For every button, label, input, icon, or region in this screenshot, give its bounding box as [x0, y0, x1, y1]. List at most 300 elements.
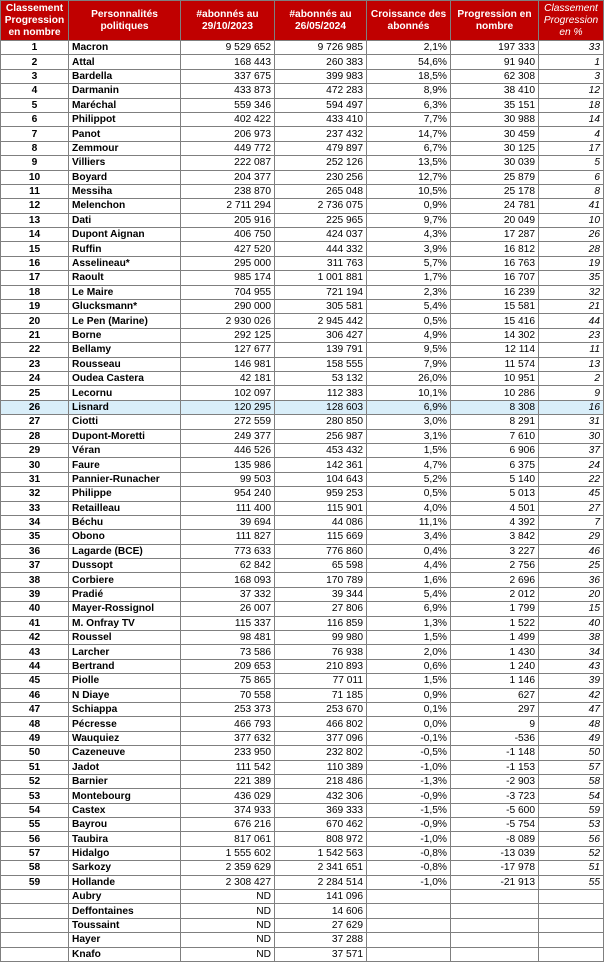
- progression-cell: 10 286: [451, 386, 539, 400]
- subs-2023-cell: ND: [181, 947, 275, 961]
- table-row: [1, 631, 604, 645]
- growth-cell: 0,5%: [367, 314, 451, 328]
- rank-pct-cell: 44: [539, 314, 604, 328]
- subs-2023-cell: 2 359 629: [181, 861, 275, 875]
- growth-cell: 6,9%: [367, 602, 451, 616]
- rank-pct-cell: 1: [539, 55, 604, 69]
- subs-2023-cell: 337 675: [181, 69, 275, 83]
- progression-cell: 17 287: [451, 228, 539, 242]
- header-rank: Classement Progression en nombre: [1, 1, 69, 41]
- progression-cell: [451, 904, 539, 918]
- subs-2023-cell: 249 377: [181, 429, 275, 443]
- subs-2023-cell: 272 559: [181, 415, 275, 429]
- growth-cell: 0,4%: [367, 544, 451, 558]
- name-cell: Hayer: [69, 933, 181, 947]
- subs-2024-cell: 53 132: [275, 371, 367, 385]
- table-row: [1, 69, 604, 83]
- table-row: [1, 846, 604, 860]
- subs-2023-cell: 146 981: [181, 357, 275, 371]
- rank-pct-cell: 5: [539, 156, 604, 170]
- name-cell: N Diaye: [69, 688, 181, 702]
- name-cell: Castex: [69, 803, 181, 817]
- subs-2024-cell: 76 938: [275, 645, 367, 659]
- subs-2024-cell: 265 048: [275, 184, 367, 198]
- header-rank-pct: Classement Progression en %: [539, 1, 604, 41]
- progression-cell: 38 410: [451, 84, 539, 98]
- subs-2024-cell: 115 669: [275, 530, 367, 544]
- growth-cell: 3,1%: [367, 429, 451, 443]
- subs-2023-cell: 292 125: [181, 328, 275, 342]
- growth-cell: [367, 918, 451, 932]
- name-cell: Corbiere: [69, 573, 181, 587]
- progression-cell: -17 978: [451, 861, 539, 875]
- subs-2023-cell: 954 240: [181, 487, 275, 501]
- header-row: [1, 1, 604, 41]
- subs-2023-cell: 773 633: [181, 544, 275, 558]
- table-row: [1, 127, 604, 141]
- progression-cell: -1 153: [451, 760, 539, 774]
- rank-cell: 32: [1, 487, 69, 501]
- rank-cell: 42: [1, 631, 69, 645]
- rank-pct-cell: 23: [539, 328, 604, 342]
- table-row: [1, 760, 604, 774]
- progression-cell: 1 240: [451, 659, 539, 673]
- table-row: [1, 688, 604, 702]
- subs-2023-cell: 374 933: [181, 803, 275, 817]
- growth-cell: -1,0%: [367, 832, 451, 846]
- subs-2023-cell: 168 093: [181, 573, 275, 587]
- subs-2024-cell: 27 806: [275, 602, 367, 616]
- table-row: [1, 472, 604, 486]
- rank-pct-cell: 25: [539, 559, 604, 573]
- name-cell: Jadot: [69, 760, 181, 774]
- table-row: [1, 645, 604, 659]
- table-row-nd: [1, 904, 604, 918]
- name-cell: Hollande: [69, 875, 181, 889]
- rank-cell: 2: [1, 55, 69, 69]
- rank-pct-cell: 41: [539, 199, 604, 213]
- rank-cell: 39: [1, 587, 69, 601]
- subs-2024-cell: 99 980: [275, 631, 367, 645]
- rank-pct-cell: 18: [539, 98, 604, 112]
- subs-2024-cell: 306 427: [275, 328, 367, 342]
- name-cell: Boyard: [69, 170, 181, 184]
- rank-pct-cell: 22: [539, 472, 604, 486]
- name-cell: Faure: [69, 458, 181, 472]
- rank-cell: 50: [1, 746, 69, 760]
- progression-cell: 25 879: [451, 170, 539, 184]
- progression-cell: [451, 918, 539, 932]
- progression-cell: 20 049: [451, 213, 539, 227]
- rank-pct-cell: 24: [539, 458, 604, 472]
- subs-2023-cell: 253 373: [181, 702, 275, 716]
- rank-cell: 15: [1, 242, 69, 256]
- subs-2023-cell: 102 097: [181, 386, 275, 400]
- progression-cell: 15 581: [451, 300, 539, 314]
- rank-cell: [1, 904, 69, 918]
- growth-cell: -0,5%: [367, 746, 451, 760]
- table-row: [1, 228, 604, 242]
- growth-cell: 0,6%: [367, 659, 451, 673]
- name-cell: Montebourg: [69, 789, 181, 803]
- subs-2024-cell: 1 001 881: [275, 271, 367, 285]
- subs-2023-cell: 233 950: [181, 746, 275, 760]
- subs-2023-cell: 559 346: [181, 98, 275, 112]
- rank-cell: 21: [1, 328, 69, 342]
- name-cell: Piolle: [69, 674, 181, 688]
- growth-cell: 5,2%: [367, 472, 451, 486]
- subs-2024-cell: 256 987: [275, 429, 367, 443]
- subs-2023-cell: 206 973: [181, 127, 275, 141]
- growth-cell: 0,1%: [367, 702, 451, 716]
- subs-2024-cell: 2 341 651: [275, 861, 367, 875]
- name-cell: M. Onfray TV: [69, 616, 181, 630]
- rank-cell: 27: [1, 415, 69, 429]
- name-cell: Raoult: [69, 271, 181, 285]
- subs-2023-cell: 42 181: [181, 371, 275, 385]
- rank-cell: 9: [1, 156, 69, 170]
- rank-cell: 35: [1, 530, 69, 544]
- subs-2023-cell: ND: [181, 904, 275, 918]
- table-row: [1, 141, 604, 155]
- growth-cell: 1,3%: [367, 616, 451, 630]
- subs-2023-cell: ND: [181, 918, 275, 932]
- subs-2024-cell: 210 893: [275, 659, 367, 673]
- table-row: [1, 702, 604, 716]
- rank-pct-cell: [539, 918, 604, 932]
- subs-2024-cell: 141 096: [275, 890, 367, 904]
- subs-2023-cell: ND: [181, 933, 275, 947]
- name-cell: Maréchal: [69, 98, 181, 112]
- name-cell: Pannier-Runacher: [69, 472, 181, 486]
- subs-2024-cell: 139 791: [275, 343, 367, 357]
- growth-cell: 1,5%: [367, 674, 451, 688]
- subs-2023-cell: 120 295: [181, 400, 275, 414]
- progression-cell: 62 308: [451, 69, 539, 83]
- rank-cell: 59: [1, 875, 69, 889]
- progression-cell: -3 723: [451, 789, 539, 803]
- subs-2024-cell: 142 361: [275, 458, 367, 472]
- table-row: [1, 458, 604, 472]
- progression-cell: 6 906: [451, 443, 539, 457]
- subs-2024-cell: 115 901: [275, 501, 367, 515]
- table-row: [1, 112, 604, 126]
- subs-2024-cell: 232 802: [275, 746, 367, 760]
- subs-2024-cell: 253 670: [275, 702, 367, 716]
- growth-cell: 5,7%: [367, 256, 451, 270]
- subs-2024-cell: 218 486: [275, 774, 367, 788]
- subs-2023-cell: 98 481: [181, 631, 275, 645]
- header-name: Personnalités politiques: [69, 1, 181, 41]
- progression-cell: -5 754: [451, 818, 539, 832]
- progression-cell: 7 610: [451, 429, 539, 443]
- progression-cell: 30 039: [451, 156, 539, 170]
- name-cell: Pradié: [69, 587, 181, 601]
- rank-pct-cell: 30: [539, 429, 604, 443]
- rank-cell: 3: [1, 69, 69, 83]
- subs-2023-cell: 406 750: [181, 228, 275, 242]
- table-body: [1, 41, 604, 962]
- rank-pct-cell: 38: [539, 631, 604, 645]
- subs-2024-cell: 37 571: [275, 947, 367, 961]
- rank-pct-cell: 27: [539, 501, 604, 515]
- name-cell: Béchu: [69, 515, 181, 529]
- subs-2023-cell: 135 986: [181, 458, 275, 472]
- progression-cell: 1 430: [451, 645, 539, 659]
- table-row: [1, 875, 604, 889]
- rank-cell: 44: [1, 659, 69, 673]
- growth-cell: 1,7%: [367, 271, 451, 285]
- name-cell: Borne: [69, 328, 181, 342]
- rank-cell: 14: [1, 228, 69, 242]
- rank-cell: [1, 933, 69, 947]
- rank-cell: 17: [1, 271, 69, 285]
- rank-cell: 38: [1, 573, 69, 587]
- rank-pct-cell: 40: [539, 616, 604, 630]
- subs-2024-cell: 128 603: [275, 400, 367, 414]
- table-row: [1, 559, 604, 573]
- progression-cell: 627: [451, 688, 539, 702]
- rank-pct-cell: 52: [539, 846, 604, 860]
- rank-pct-cell: 48: [539, 717, 604, 731]
- subs-2024-cell: 237 432: [275, 127, 367, 141]
- subs-2023-cell: 222 087: [181, 156, 275, 170]
- progression-cell: -21 913: [451, 875, 539, 889]
- growth-cell: 8,9%: [367, 84, 451, 98]
- progression-cell: [451, 947, 539, 961]
- rank-pct-cell: 13: [539, 357, 604, 371]
- table-row: [1, 573, 604, 587]
- progression-cell: 3 842: [451, 530, 539, 544]
- growth-cell: 3,9%: [367, 242, 451, 256]
- growth-cell: 2,1%: [367, 41, 451, 55]
- rank-pct-cell: 19: [539, 256, 604, 270]
- table-row: [1, 285, 604, 299]
- subs-2024-cell: 444 332: [275, 242, 367, 256]
- rank-cell: 31: [1, 472, 69, 486]
- subs-2023-cell: 26 007: [181, 602, 275, 616]
- name-cell: Zemmour: [69, 141, 181, 155]
- subs-2024-cell: 377 096: [275, 731, 367, 745]
- progression-cell: 297: [451, 702, 539, 716]
- subs-2023-cell: 75 865: [181, 674, 275, 688]
- table-row-nd: [1, 918, 604, 932]
- progression-cell: 5 013: [451, 487, 539, 501]
- subs-2024-cell: 65 598: [275, 559, 367, 573]
- table-row: [1, 746, 604, 760]
- growth-cell: 3,0%: [367, 415, 451, 429]
- rank-pct-cell: 55: [539, 875, 604, 889]
- progression-cell: 8 308: [451, 400, 539, 414]
- progression-cell: 25 178: [451, 184, 539, 198]
- name-cell: Bertrand: [69, 659, 181, 673]
- subs-2024-cell: 2 945 442: [275, 314, 367, 328]
- progression-cell: 12 114: [451, 343, 539, 357]
- table-row: [1, 328, 604, 342]
- subs-2023-cell: 73 586: [181, 645, 275, 659]
- rank-cell: 56: [1, 832, 69, 846]
- subs-2024-cell: 305 581: [275, 300, 367, 314]
- subs-2024-cell: 472 283: [275, 84, 367, 98]
- growth-cell: 3,4%: [367, 530, 451, 544]
- subs-2024-cell: 260 383: [275, 55, 367, 69]
- rank-pct-cell: 42: [539, 688, 604, 702]
- rank-cell: 36: [1, 544, 69, 558]
- subs-2023-cell: 704 955: [181, 285, 275, 299]
- name-cell: Roussel: [69, 631, 181, 645]
- rank-cell: 46: [1, 688, 69, 702]
- growth-cell: 9,7%: [367, 213, 451, 227]
- table-row-nd: [1, 947, 604, 961]
- subs-2023-cell: 127 677: [181, 343, 275, 357]
- rank-cell: [1, 947, 69, 961]
- rank-pct-cell: [539, 933, 604, 947]
- subs-2023-cell: 238 870: [181, 184, 275, 198]
- rank-cell: 20: [1, 314, 69, 328]
- subs-2023-cell: 2 930 026: [181, 314, 275, 328]
- progression-cell: 16 812: [451, 242, 539, 256]
- subs-2024-cell: 1 542 563: [275, 846, 367, 860]
- table-row: [1, 84, 604, 98]
- subs-2023-cell: 62 842: [181, 559, 275, 573]
- table-row: [1, 343, 604, 357]
- rank-pct-cell: 56: [539, 832, 604, 846]
- name-cell: Asselineau*: [69, 256, 181, 270]
- table-row: [1, 544, 604, 558]
- name-cell: Véran: [69, 443, 181, 457]
- rank-pct-cell: 17: [539, 141, 604, 155]
- subs-2024-cell: 808 972: [275, 832, 367, 846]
- table-row: [1, 400, 604, 414]
- subs-2023-cell: 449 772: [181, 141, 275, 155]
- rank-cell: 19: [1, 300, 69, 314]
- name-cell: Le Maire: [69, 285, 181, 299]
- growth-cell: 10,5%: [367, 184, 451, 198]
- table-row: [1, 487, 604, 501]
- name-cell: Taubira: [69, 832, 181, 846]
- rank-cell: 53: [1, 789, 69, 803]
- name-cell: Lisnard: [69, 400, 181, 414]
- growth-cell: 11,1%: [367, 515, 451, 529]
- rank-pct-cell: 45: [539, 487, 604, 501]
- subs-2023-cell: 99 503: [181, 472, 275, 486]
- progression-cell: 1 522: [451, 616, 539, 630]
- subs-2024-cell: 424 037: [275, 228, 367, 242]
- subs-2023-cell: 466 793: [181, 717, 275, 731]
- rank-cell: 18: [1, 285, 69, 299]
- growth-cell: 0,9%: [367, 688, 451, 702]
- header-subs-2023: #abonnés au 29/10/2023: [181, 1, 275, 41]
- subs-2023-cell: ND: [181, 890, 275, 904]
- progression-cell: -13 039: [451, 846, 539, 860]
- subs-2023-cell: 402 422: [181, 112, 275, 126]
- rank-pct-cell: 4: [539, 127, 604, 141]
- rank-cell: 7: [1, 127, 69, 141]
- growth-cell: [367, 947, 451, 961]
- rank-cell: [1, 918, 69, 932]
- subs-2024-cell: 369 333: [275, 803, 367, 817]
- subs-2023-cell: 70 558: [181, 688, 275, 702]
- growth-cell: 4,3%: [367, 228, 451, 242]
- header-growth: Croissance des abonnés: [367, 1, 451, 41]
- rank-pct-cell: 59: [539, 803, 604, 817]
- rank-cell: 22: [1, 343, 69, 357]
- rank-pct-cell: [539, 904, 604, 918]
- name-cell: Lecornu: [69, 386, 181, 400]
- rank-cell: 6: [1, 112, 69, 126]
- rank-cell: 45: [1, 674, 69, 688]
- table-row: [1, 429, 604, 443]
- name-cell: Rousseau: [69, 357, 181, 371]
- rank-pct-cell: [539, 947, 604, 961]
- rank-pct-cell: 46: [539, 544, 604, 558]
- subs-2024-cell: 399 983: [275, 69, 367, 83]
- progression-cell: 15 416: [451, 314, 539, 328]
- subs-2024-cell: 453 432: [275, 443, 367, 457]
- growth-cell: [367, 890, 451, 904]
- table-row: [1, 659, 604, 673]
- rank-pct-cell: 53: [539, 818, 604, 832]
- rank-pct-cell: 35: [539, 271, 604, 285]
- rank-cell: 48: [1, 717, 69, 731]
- subs-2024-cell: 432 306: [275, 789, 367, 803]
- rank-cell: 5: [1, 98, 69, 112]
- subs-2024-cell: 39 344: [275, 587, 367, 601]
- name-cell: Bayrou: [69, 818, 181, 832]
- rank-cell: 37: [1, 559, 69, 573]
- growth-cell: 6,7%: [367, 141, 451, 155]
- name-cell: Panot: [69, 127, 181, 141]
- subs-2023-cell: 1 555 602: [181, 846, 275, 860]
- table-row: [1, 371, 604, 385]
- rank-cell: 34: [1, 515, 69, 529]
- rank-pct-cell: 54: [539, 789, 604, 803]
- rank-pct-cell: 28: [539, 242, 604, 256]
- name-cell: Sarkozy: [69, 861, 181, 875]
- rank-pct-cell: 10: [539, 213, 604, 227]
- subs-2023-cell: 436 029: [181, 789, 275, 803]
- progression-cell: 1 799: [451, 602, 539, 616]
- rank-pct-cell: 37: [539, 443, 604, 457]
- rank-pct-cell: 2: [539, 371, 604, 385]
- progression-cell: -5 600: [451, 803, 539, 817]
- name-cell: Glucksmann*: [69, 300, 181, 314]
- name-cell: Mayer-Rossignol: [69, 602, 181, 616]
- growth-cell: -1,3%: [367, 774, 451, 788]
- table-row: [1, 300, 604, 314]
- rank-pct-cell: 26: [539, 228, 604, 242]
- name-cell: Knafo: [69, 947, 181, 961]
- rank-cell: 1: [1, 41, 69, 55]
- name-cell: Attal: [69, 55, 181, 69]
- progression-cell: 30 459: [451, 127, 539, 141]
- growth-cell: -0,8%: [367, 846, 451, 860]
- subs-2024-cell: 479 897: [275, 141, 367, 155]
- growth-cell: [367, 933, 451, 947]
- table-row: [1, 271, 604, 285]
- progression-cell: 24 781: [451, 199, 539, 213]
- progression-cell: 35 151: [451, 98, 539, 112]
- rank-pct-cell: 8: [539, 184, 604, 198]
- subs-2024-cell: 14 606: [275, 904, 367, 918]
- growth-cell: 12,7%: [367, 170, 451, 184]
- rank-cell: 49: [1, 731, 69, 745]
- subs-2024-cell: 104 643: [275, 472, 367, 486]
- table-row: [1, 98, 604, 112]
- progression-cell: 4 501: [451, 501, 539, 515]
- subs-2023-cell: 37 332: [181, 587, 275, 601]
- name-cell: Philippe: [69, 487, 181, 501]
